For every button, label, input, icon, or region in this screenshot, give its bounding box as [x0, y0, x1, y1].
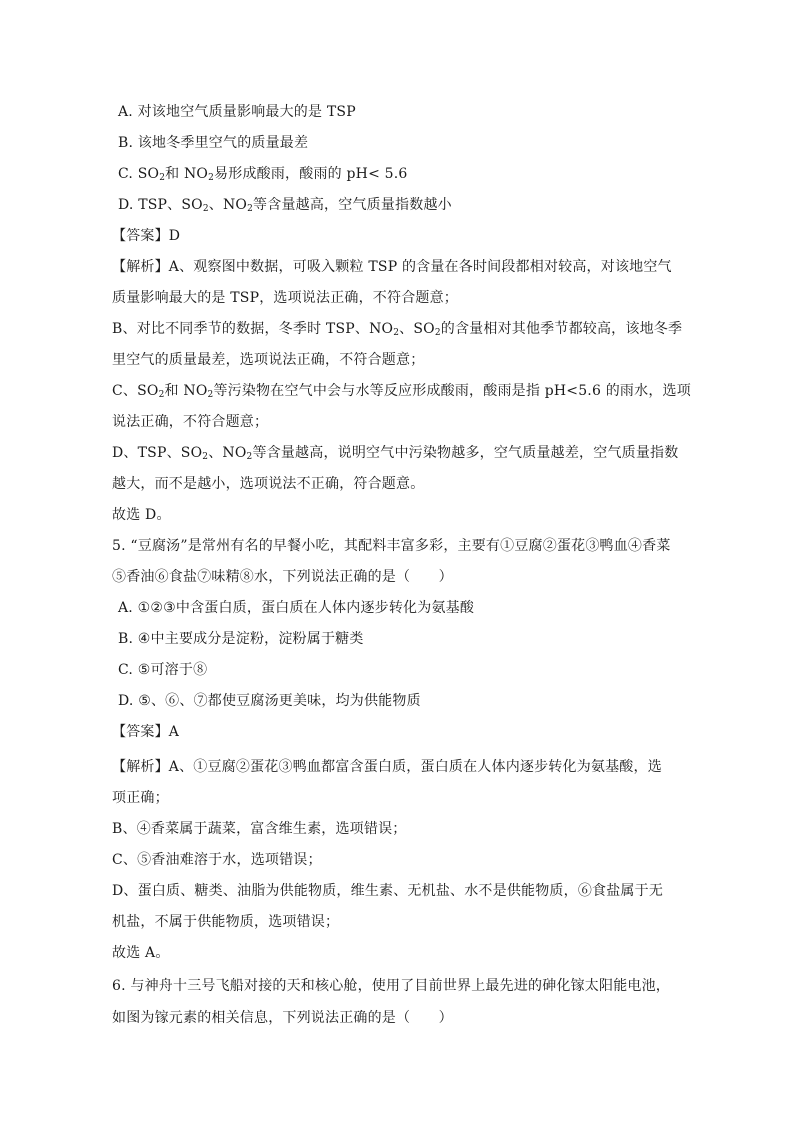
q4-analysis-line: 质量影响最大的是 TSP，选项说法正确，不符合题意；: [112, 290, 458, 306]
q4-option-b: B. 该地冬季里空气的质量最差: [118, 135, 309, 151]
q4-analysis-line: 越大，而不是越小，选项说法不正确，符合题意。: [112, 476, 425, 492]
q4-analysis-line: 【解析】A、观察图中数据，可吸入颗粒 TSP 的含量在各时间段都相对较高，对该地空气: [112, 259, 672, 275]
q5-option-d: D. ⑤、⑥、⑦都使豆腐汤更美味，均为供能物质: [118, 693, 421, 709]
q5-option-c: C. ⑤可溶于⑧: [118, 662, 208, 678]
q5-answer: 【答案】A: [112, 724, 180, 740]
q5-analysis-line: C、⑤香油难溶于水，选项错误；: [112, 852, 322, 868]
q5-stem: ⑤香油⑥食盐⑦味精⑧水，下列说法正确的是（ ）: [112, 569, 453, 585]
q5-analysis-line: B、④香菜属于蔬菜，富含维生素，选项错误；: [112, 821, 407, 837]
q5-stem: 5. “豆腐汤”是常州有名的早餐小吃，其配料丰富多彩，主要有①豆腐②蛋花③鸭血④香菜: [112, 538, 671, 554]
q5-conclusion: 故选 A。: [112, 945, 170, 961]
q5-analysis-line: 项正确；: [112, 790, 169, 806]
q5-option-a: A. ①②③中含蛋白质，蛋白质在人体内逐步转化为氨基酸: [118, 600, 475, 616]
q5-analysis-line: D、蛋白质、糖类、油脂为供能物质，维生素、无机盐、水不是供能物质，⑥食盐属于无: [112, 883, 664, 899]
q6-stem: 如图为镓元素的相关信息，下列说法正确的是（ ）: [112, 1010, 453, 1026]
q4-analysis-line: 说法正确，不符合题意；: [112, 414, 269, 430]
q5-option-b: B. ④中主要成分是淀粉，淀粉属于糖类: [118, 631, 364, 647]
q4-option-a: A. 对该地空气质量影响最大的是 TSP: [118, 104, 356, 120]
q4-analysis-line: D、TSP、$SO_2$、$NO_2$等含量越高，说明空气中污染物越多，空气质量越差，空气质量指数: [112, 445, 679, 462]
q4-option-c: C. $SO_2$和 $NO_2$易形成酸雨，酸雨的 pH< 5.6: [118, 166, 408, 183]
q4-analysis-line: B、对比不同季节的数据，冬季时 TSP、$NO_2$、$SO_2$的含量相对其他季节都较高，该地冬季: [112, 321, 683, 338]
q4-option-d: D. TSP、$SO_2$、$NO_2$等含量越高，空气质量指数越小: [118, 197, 452, 214]
q5-analysis-line: 机盐，不属于供能物质，选项错误；: [112, 914, 340, 930]
q4-answer: 【答案】D: [112, 228, 181, 244]
q4-conclusion: 故选 D。: [112, 507, 171, 523]
q4-analysis-line: 里空气的质量最差，选项说法正确，不符合题意；: [112, 352, 425, 368]
q4-analysis-line: C、$SO_2$和 $NO_2$等污染物在空气中会与水等反应形成酸雨，酸雨是指 pH<5.6 的雨水，选项: [112, 383, 691, 400]
q5-analysis-line: 【解析】A、①豆腐②蛋花③鸭血都富含蛋白质，蛋白质在人体内逐步转化为氨基酸，选: [112, 759, 662, 775]
q6-stem: 6. 与神舟十三号飞船对接的天和核心舱，使用了目前世界上最先进的砷化镓太阳能电池，: [112, 978, 671, 994]
